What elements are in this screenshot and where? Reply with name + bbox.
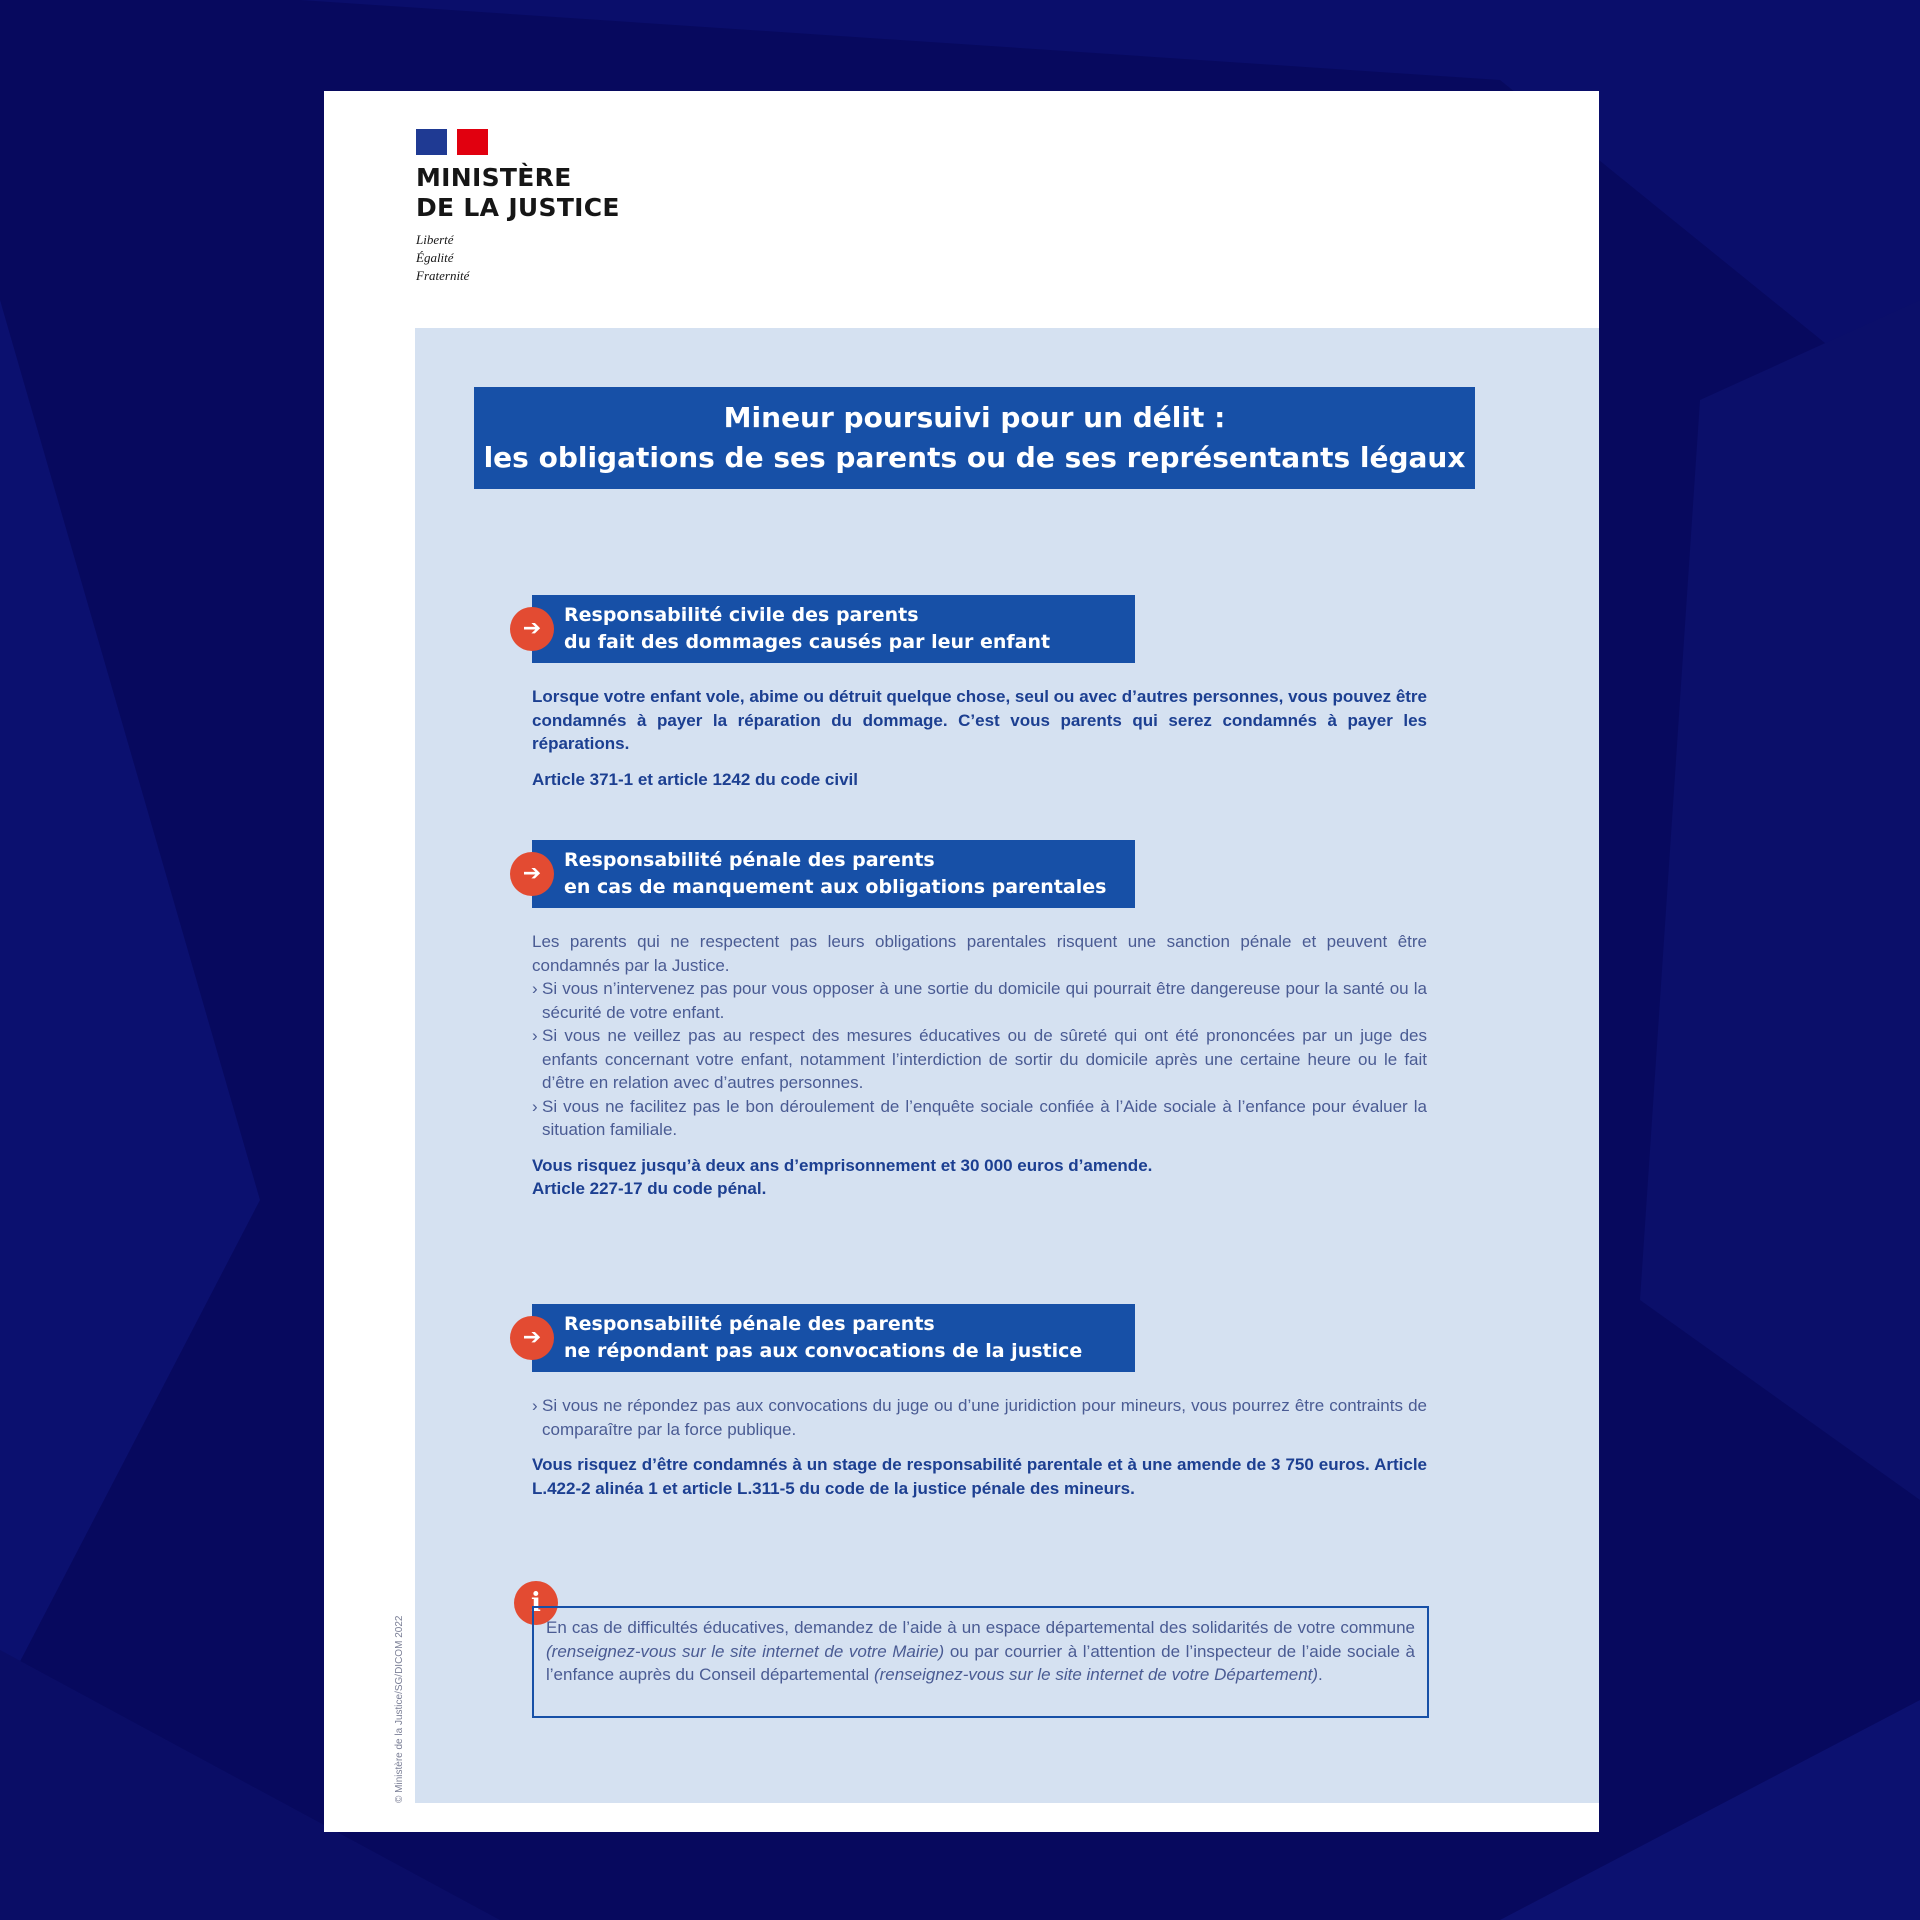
motto-egalite: Égalité bbox=[416, 250, 454, 265]
ministry-name-line2: DE LA JUSTICE bbox=[416, 193, 620, 222]
section-civil-responsibility-heading bbox=[522, 595, 1135, 663]
section-parental-obligations-heading bbox=[522, 840, 1135, 908]
section-heading-line2: en cas de manquement aux obligations parentales bbox=[564, 876, 1107, 898]
bullet-item: › Si vous n’intervenez pas pour vous opposer à une sortie du domicile qui pourrait être dangereuse pour la santé ou la sécurité de votre enfant. bbox=[532, 977, 1427, 1024]
legal-reference: Article 371-1 et article 1242 du code civil bbox=[532, 769, 858, 789]
ministry-logo bbox=[416, 129, 620, 285]
section-heading-line1: Responsabilité pénale des parents bbox=[564, 1313, 935, 1335]
motto-fraternite: Fraternité bbox=[416, 268, 470, 283]
section-body-text: Lorsque votre enfant vole, abime ou détruit quelque chose, seul ou avec d’autres personnes, vous pouvez être condamnés à payer la réparation du dommage. C’est vous parents qui serez condamnés à payer les réparations. bbox=[532, 687, 1427, 753]
arrow-right-icon: ➔ bbox=[510, 852, 554, 896]
section-heading-line1: Responsabilité civile des parents bbox=[564, 604, 919, 626]
arrow-right-icon: ➔ bbox=[510, 607, 554, 651]
section-court-summons-heading bbox=[522, 1304, 1135, 1372]
legal-reference: Article 227-17 du code pénal. bbox=[532, 1179, 767, 1198]
section-parental-obligations-body bbox=[532, 930, 1427, 1201]
info-text: En cas de difficultés éducatives, demandez de l’aide à un espace départemental des solidarités de votre commune bbox=[546, 1618, 1415, 1637]
document-title bbox=[474, 387, 1475, 489]
penalty-text: Vous risquez d’être condamnés à un stage de responsabilité parentale et à une amende de 3 750 euros. Article L.422-2 alinéa 1 et article L.311-5 du code de la justice pénale des mineurs. bbox=[532, 1455, 1427, 1498]
bullet-item: › Si vous ne facilitez pas le bon déroulement de l’enquête sociale confiée à l’Aide sociale à l’enfance pour évaluer la situation familiale. bbox=[532, 1095, 1427, 1142]
info-text-hint: (renseignez-vous sur le site internet de votre Département) bbox=[873, 1665, 1319, 1684]
ministry-name-line1: MINISTÈRE bbox=[416, 163, 572, 192]
motto-liberte: Liberté bbox=[416, 232, 454, 247]
info-icon: i bbox=[514, 1581, 558, 1625]
section-heading-line1: Responsabilité pénale des parents bbox=[564, 849, 935, 871]
copyright-note: © Ministère de la Justice/SG/DICOM 2022 bbox=[394, 1615, 405, 1803]
section-court-summons-body bbox=[532, 1394, 1427, 1500]
section-intro-text: Les parents qui ne respectent pas leurs obligations parentales risquent une sanction pénale et peuvent être condamnés par la Justice. bbox=[532, 932, 1427, 975]
bullet-item: › Si vous ne répondez pas aux convocations du juge ou d’une juridiction pour mineurs, vous pourrez être contraints de comparaître par la force publique. bbox=[532, 1394, 1427, 1441]
marianne-flag-icon bbox=[416, 129, 488, 155]
content-panel bbox=[415, 328, 1599, 1803]
document-page bbox=[324, 91, 1599, 1832]
section-heading-line2: ne répondant pas aux convocations de la justice bbox=[564, 1340, 1083, 1362]
title-line1: Mineur poursuivi pour un délit : bbox=[723, 401, 1226, 434]
section-heading-line2: du fait des dommages causés par leur enfant bbox=[564, 631, 1051, 653]
help-info-box bbox=[532, 1606, 1429, 1718]
section-civil-responsibility-body bbox=[532, 685, 1427, 791]
bullet-item: › Si vous ne veillez pas au respect des mesures éducatives ou de sûreté qui ont été prononcées par un juge des enfants concernant votre enfant, notamment l’interdiction de sortir du domicile après une certaine heure ou le fait d’être en relation avec d’autres personnes. bbox=[532, 1024, 1427, 1095]
republic-motto bbox=[416, 231, 620, 285]
arrow-right-icon: ➔ bbox=[510, 1316, 554, 1360]
penalty-text: Vous risquez jusqu’à deux ans d’emprisonnement et 30 000 euros d’amende. bbox=[532, 1155, 1153, 1175]
title-line2: les obligations de ses parents ou de ses représentants légaux bbox=[483, 441, 1466, 474]
info-text: ou par courrier à l’attention de l’inspecteur de l’aide sociale à l’enfance auprès du Conseil départemental bbox=[546, 1641, 1415, 1684]
info-text: . bbox=[1318, 1665, 1323, 1684]
info-text-hint: (renseignez-vous sur le site internet de votre Mairie) bbox=[546, 1641, 945, 1661]
